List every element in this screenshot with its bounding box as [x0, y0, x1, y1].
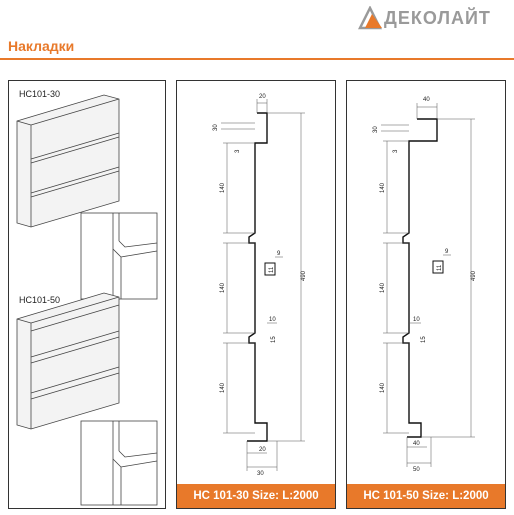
profile-drawing-50 — [347, 81, 507, 486]
dim-notch-h: 15 — [421, 336, 427, 343]
drawing-panel-50 — [346, 80, 506, 509]
dim-seg1: 140 — [380, 182, 386, 193]
dim-groove-h: 11 — [437, 264, 443, 271]
brand-name: ДЕКОЛАЙТ — [384, 8, 491, 28]
dim-top-width: 40 — [423, 97, 430, 103]
dim-groove-w: 9 — [445, 249, 449, 255]
dim-total: 490 — [471, 270, 477, 281]
dim-groove-w: 9 — [277, 251, 281, 257]
dim-groove-h: 11 — [269, 266, 275, 273]
dim-seg2: 140 — [380, 282, 386, 293]
dim-bottom-inner: 40 — [413, 441, 420, 447]
dim-bottom-outer: 50 — [413, 467, 420, 473]
page-title: Накладки — [8, 38, 75, 54]
detail-view-50 — [81, 421, 157, 505]
dim-notch-h: 15 — [271, 336, 277, 343]
panel-30-perspective — [17, 95, 119, 227]
dim-seg2: 140 — [220, 282, 226, 293]
dim-seg3: 140 — [380, 382, 386, 393]
dim-small: 3 — [235, 149, 241, 153]
logo-mark-icon — [358, 6, 384, 30]
dim-small: 3 — [393, 149, 399, 153]
brand-logo — [358, 6, 508, 30]
model-label-50: НС101-50 — [19, 295, 61, 305]
dim-top-step: 30 — [213, 124, 219, 131]
detail-view-30 — [81, 213, 157, 299]
dim-top-width: 20 — [259, 94, 266, 100]
dim-seg3: 140 — [220, 382, 226, 393]
models-panel — [8, 80, 166, 509]
dim-bottom-inner: 20 — [259, 447, 266, 453]
dim-notch-w: 10 — [413, 317, 420, 323]
drawing-footer-50: НС 101-50 Size: L:2000 — [347, 484, 505, 508]
dim-bottom-outer: 30 — [257, 471, 264, 477]
model-label-30: НС101-30 — [19, 89, 61, 99]
dim-seg1: 140 — [220, 182, 226, 193]
dim-top-step: 30 — [373, 126, 379, 133]
dim-notch-w: 10 — [269, 317, 276, 323]
header-divider — [0, 58, 514, 60]
drawing-footer-30: НС 101-30 Size: L:2000 — [177, 484, 335, 508]
panel-50-perspective — [17, 293, 119, 429]
drawing-panel-30 — [176, 80, 336, 509]
profile-drawing-30 — [177, 81, 337, 486]
dim-total: 490 — [301, 270, 307, 281]
